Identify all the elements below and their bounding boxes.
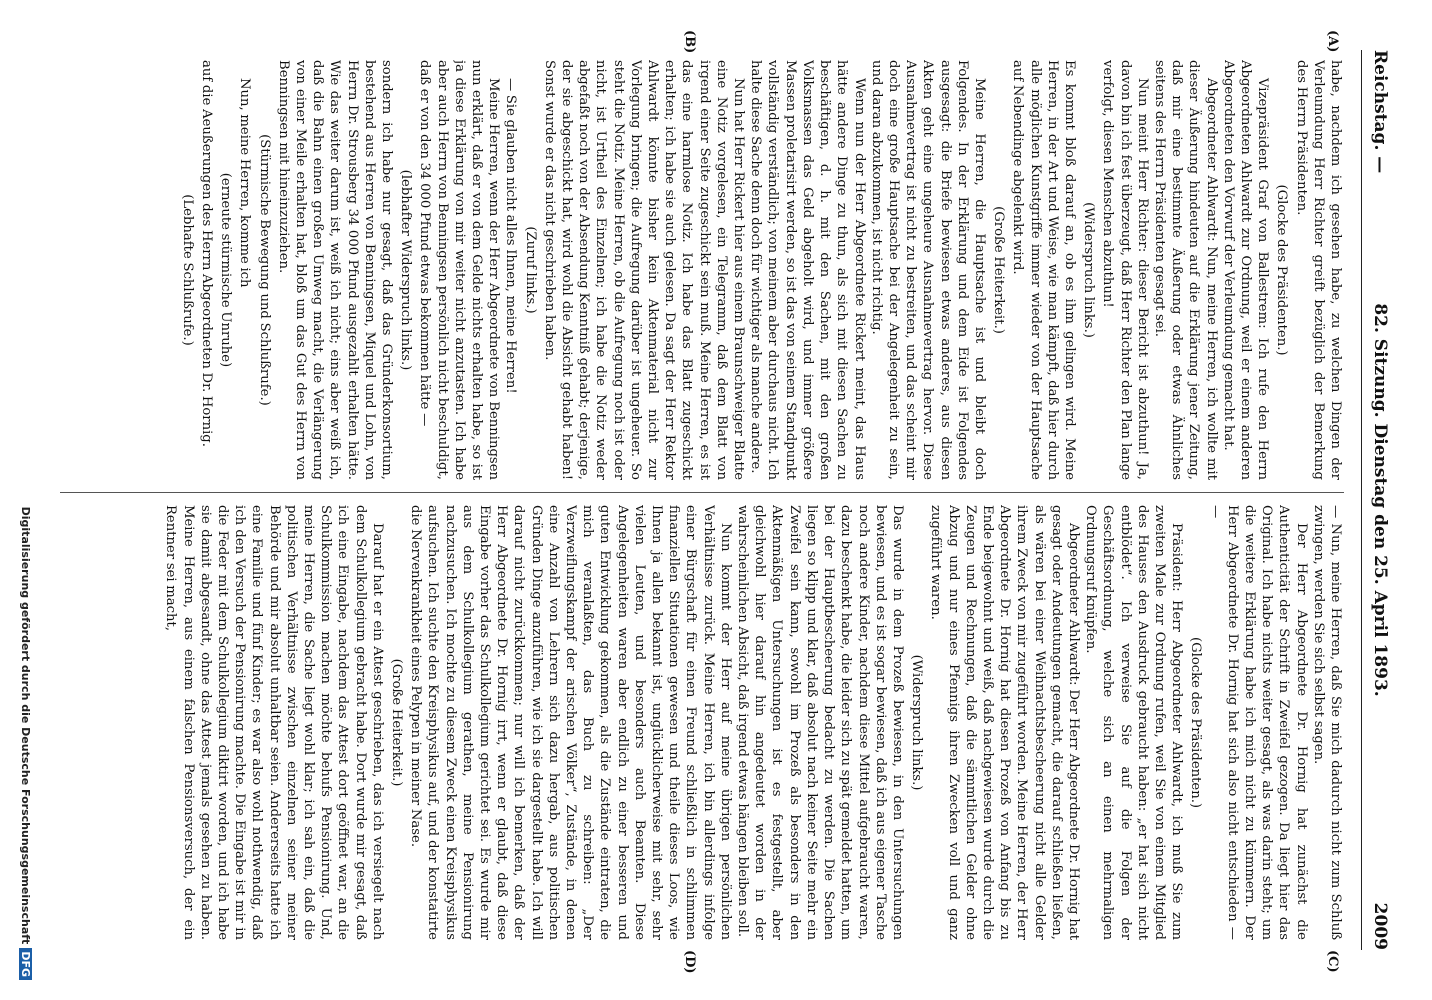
stage-direction: (Widerspruch links.) — [909, 654, 925, 791]
paragraph: Nun kommt der Herr auf meine übrigen persönlichen Verhältnisse zurück. Meine Herren, ich bin allerdings infolge einer Bürgschaft für einen Freund schließlich in schlimmen finanziellen Situationen gewesen und theile dieses Loos, wie Ihnen ja allen bekannt ist, unglücklicherweise mit sehr, sehr vielen Leuten, und besonders auch Beamten. Diese Angelegenheiten waren aber endlich zu einer besseren und guten Entwicklung gekommen, als die Zustände eintraten, die mich veranlaßten, das Buch zu schreiben: „Der Verzweiflungskampf der arischen Völker“, Zustände, in denen eine Anzahl von Lehrern sich dazu hergab, aus politischen Gründen Dinge anzuführen, wie ich sie dargestellt habe. Ich will darauf nicht zurückkommen; nur will ich bemerken, daß der Herr Abgeordnete Dr. Hornig irrt, wenn er glaubt, daß diese Eingabe vorher das Schulkollegium gerichtet sei. Es wurde mir aus dem Schulkollegium gerathen, meine Pensionirung nachzusuchen. Ich mochte zu diesem Zweck einen Kreisphysikus aufsuchen. Ich suchte den Kreisphysikus auf, und der konstatirte die Nervenkrankheit eines Pelypen in meiner Nase. — [408, 505, 733, 940]
digitization-credit — [19, 507, 32, 980]
stage-direction: (erneute stürmische Unruhe) — [218, 172, 234, 368]
dfg-logo: DFG — [19, 948, 32, 980]
paragraph: Meine Herren, wenn der Herr Abgeordnete von Benningsen nun erklärt, daß er von dem Gelde nichts erhalten habe, so ist ja diese Erklärung von mir weiter nicht anzutasten. Ich habe aber auch Herrn von Benningsen persönlich nicht beschuldigt, daß er von den 34 000 Pfund etwas bekommen hätte — — [417, 60, 502, 480]
paragraph: Nun, meine Herren, komme ich — [237, 78, 253, 288]
stage-direction: (lebhafter Widerspruch links.) — [398, 169, 414, 371]
margin-mark-d: (D) — [682, 950, 697, 974]
stage-direction: (Große Heiterkeit.) — [389, 658, 405, 787]
credit-text: Digitalisierung gefördert durch die Deutsche Forschungsgemeinschaft — [19, 506, 32, 945]
stage-direction: (Glocke des Präsidenten.) — [1188, 636, 1204, 809]
paragraph: Meine Herren, die Hauptsache ist und bleibt doch Folgendes. In der Erklärung und dem Eide ist Folgendes ausgesagt: die Briefe bewiesen etwas anderes, aus diesen Akten geht eine ungeheure Ausnahmevertrag hervor. Diese Ausnahmevertrag ist nicht zu bestreiten, und das scheint mir doch eine große Hauptsache bei der Angelegenheit zu sein, und daran abzukommen, ist nicht richtig. — [868, 60, 987, 480]
stage-direction: (Große Heiterkeit.) — [991, 206, 1007, 334]
paragraph: Abgeordneter Ahlwardt: Der Herr Abgeordnete Dr. Hornig hat gesagt oder Andeutungen gemacht, die darauf schließen ließen, als wären bei einer Weihnachtsbescheerung nicht alle Gelder ihrem Zweck von mir zugeführt worden. Meine Herren, der Herr Abgeordnete Dr. Hornig hat diesen Prozeß von Anfang bis zu Ende beigewohnt und weiß, daß nachgewiesen wurde durch die Zeugen und Rechnungen, daß die sämmtlichen Gelder ohne Abzug und nur eines Pfennigs ihren Zwecken voll und ganz zugeführt waren. — [928, 505, 1081, 940]
paragraph: Präsident: Herr Abgeordneter Ahlwardt, ich muß Sie zum zweiten Male zur Ordnung rufen, weil Sie von einem Mitglied des Hauses den Ausdruck gebraucht haben: „er hat sich nicht entblödet“. Ich verweise Sie auf die Folgen der Geschäftsordnung, welche sich an einen mehrmaligen Ordnungsruf knüpfen. — [1083, 505, 1185, 940]
paragraph: — Nun, meine Herren, daß Sie mich dadurch nicht zum Schluß zwingen, werden Sie sich selbst sagen. — [1310, 505, 1343, 940]
paragraph: Abgeordneter Ahlwardt: Nun, meine Herren, ich wollte mit dieser Äußerung hindeuten auf die Erklärung jener Zeitung, daß mir eine bestimmte Äußerung oder etwas Ähnliches seitens des Herrn Präsidenten gesagt sei. — [1151, 60, 1219, 480]
stage-direction: (Glocke des Präsidenten.) — [1274, 184, 1290, 356]
paragraph: Vizepräsident Graf von Ballestrem: Ich rufe den Herrn Abgeordneten Ahlwardt zur Ordnung, weil er einem anderen Abgeordneten den Vorwurf der Verleumdung gemacht hat. — [1220, 60, 1271, 480]
paragraph: Darauf hat er ein Attest geschrieben, das ich versiegelt nach dem Schulkollegium gebracht habe. Dort wurde mir gesagt, daß ich eine Eingabe, nachdem das Attest dort geöffnet war, an die Schulkommission machen möchte behufs Pensionirung. Und, meine Herren, die Sache liegt wohl klar; ich sah ein, daß die politischen Verhältnisse zwischen einzelnen seiner meiner Behörde und mir absolut unhaltbar seien. Andererseits hatte ich eine Familie und fünf Kinder; es war also wohl nothwendig, daß ich den Versuch der Pensionirung machte. Die Eingabe ist mir in die Feder mit dem Schulkollegium diktirt worden, und ich habe sie damit abgesandt, ohne das Attest jemals gesehen zu haben. Meine Herren, aus einem falschen Pensionsversuch, der ein Rentner sei macht, — [163, 505, 385, 940]
paragraph: habe, nachdem ich gesehen habe, zu welchen Dingen der Verleumdung Herr Richter greift bezüglich der Bemerkung des Herrn Präsidenten. — [1293, 60, 1343, 480]
paragraph: Der Herr Abgeordnete Dr. Hornig hat zunächst die Authenticität der Schrift in Zweifel gezogen. Da liegt hier das Original. Ich habe nichts weiter gesagt, als was darin steht; um die weitere Erklärung habe ich mich nicht zu kümmern. Der Herr Abgeordnete Dr. Hornig hat sich also nicht entschieden — — — [1207, 505, 1309, 940]
paragraph: Nun meint Herr Richter: dieser Bericht ist abzuthun! Ja, davon bin ich fest überzeugt, daß Herr Richter den Plan lange verfolgt, diesen Menschen abzuthun! — [1100, 60, 1150, 480]
stage-direction: (Lebhafte Schlußrufe.) — [179, 194, 195, 346]
paragraph: Nun hat Herr Rickert hier aus einem Braunschweiger Blatte eine Notiz vorgelesen, ein Telegramm, daß dem Blatt von irgend einer Seite zugeschickt sein muß. Meine Herren, es ist das eine harmlose Notiz. Ich habe das Blatt zugeschickt erhalten; ich habe sie auch gelesen. Da sagt der Herr Rektor Ahlwardt könnte bisher kein Aktenmaterial nicht zur Vorlegung bringen; die Aufregung darüber ist ungeheuer. So steht die Notiz. Meine Herren, ob die Aufregung noch ist oder nicht, ist Urtheil des Einzelnen; ich habe die Notiz weder abgefaßt noch von der Absendung Kenntniß gehabt; derjenige, der sie abgeschickt hat, wird wohl die Absicht gehabt haben! Sonst wurde er das nicht geschrieben haben. — [541, 60, 747, 480]
column-divider — [60, 492, 1344, 493]
paragraph: Das wurde in dem Prozeß bewiesen, in den Untersuchungen bewiesen, und es ist sogar bewiesen, daß ich aus eigener Tasche noch andere Kinder, nachdem diese Mittel aufgebraucht waren, dazu beschenkt habe, die leider sich zu spät gemeldet hatten, um bei der Hauptbescheerung bedacht zu werden. Die Sachen liegen so klipp und klar, daß absolut nach keiner Seite mehr ein Zweifel sein kann, sowohl im Prozeß als besonders in den Aktenmäßigen Untersuchungen ist es festgestellt, aber gleichwohl hier darauf hin angedeutet worden in der wahrscheinlichen Absicht, daß irgend etwas hängen bleiben soll. — [735, 505, 905, 940]
paragraph: sondern ich habe nur gesagt, daß das Gründerkonsortium, bestehend aus Herren von Benningsen, Miquel und Lohn, von Herrn Dr. Strousberg 34 000 Pfund ausgezahlt erhalten hätte. Wie das weiter darum ist, weiß ich nicht; eins aber weiß ich, daß die Bahn einen großen Umweg macht, die Verlängerung von einer Meile erhalten hat, bloß um das Gut des Herrn von Benningsen mit hineinzuziehen. — [275, 60, 395, 480]
paragraph: auf die Aeußerungen des Herrn Abgeordneten Dr. Hornig. — [199, 60, 214, 447]
header-center: 82. Sitzung. Dienstag den 25. April 1893. — [1370, 303, 1390, 697]
margin-mark-c: (C) — [1325, 950, 1340, 973]
paragraph: — Sie glauben nicht alles Ihnen, meine Herren! — [503, 78, 519, 394]
stage-direction: (Widerspruch links.) — [1081, 202, 1097, 338]
paragraph: Wenn nun der Herr Abgeordnete Rickert meint, das Haus hätte andere Dinge zu thun, als sich mit diesen Sachen zu beschäftigen, d. h. mit den Sachen, mit den großen Volksmassen das Geld abgeholt wird, und immer größere Massen proletarisirt werden, so ist das von seinem Standpunkt vollständig verständlich; von meinem aber durchaus nicht. Ich halte diese Sache denn doch für wichtiger als manche andere. — [748, 60, 867, 480]
page-header — [1361, 50, 1392, 950]
paragraph: Es kommt bloß darauf an, ob es ihm gelingen wird. Meine Herren, in der Art und Weise, wie man kämpft, daß hier durch alle möglichen Kunstgriffe immer wieder von der Hauptsache auf Nebendinge abgelenkt wird. — [1010, 60, 1077, 480]
stage-direction: (Zuruf links.) — [522, 226, 538, 314]
stage-direction: (Stürmische Bewegung und Schlußrufe.) — [256, 134, 272, 406]
text-column-left — [60, 60, 1344, 480]
margin-mark-a: (A) — [1325, 30, 1340, 53]
text-column-right — [60, 505, 1344, 940]
page-number: 2009 — [1370, 902, 1390, 950]
margin-mark-b: (B) — [682, 30, 697, 54]
header-left: Reichstag. — — [1370, 50, 1390, 174]
